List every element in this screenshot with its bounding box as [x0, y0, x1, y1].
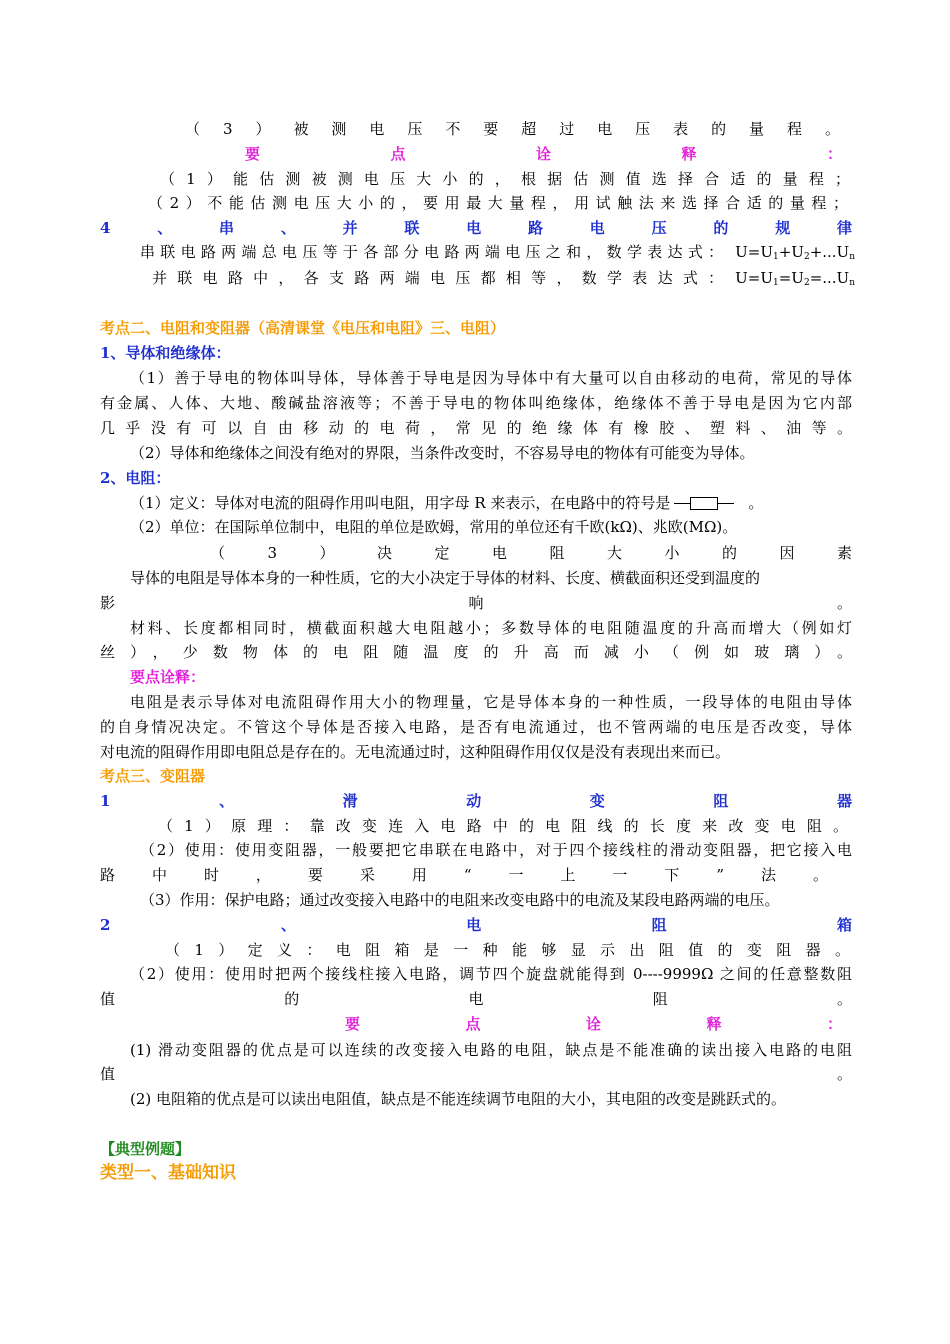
- kp2-title: 考点二、电阻和变阻器（高清课堂《电压和电阻》三、电阻）: [100, 319, 506, 337]
- kp2-p2: （2）导体和绝缘体之间没有绝对的界限，当条件改变时，不容易导电的物体有可能变为导体。: [130, 444, 755, 462]
- resistor-symbol-icon: [674, 497, 734, 511]
- rheostat-use-line1: （2）使用：使用变阻器，一般要把它串联在电路中，对于四个接线柱的滑动变阻器，把它接入电: [140, 841, 852, 859]
- series-text: 串联电路两端总电压等于各部分电路两端电压之和，数学表达式：: [140, 243, 724, 261]
- series-formula: $U=U_1+U_2+...U_n$: [735, 243, 855, 262]
- parallel-rule: [152, 266, 855, 290]
- kp2-p1-line1: （1）善于导电的物体叫导体，导体善于导电是因为导体中有大量可以自由移动的电荷，常见的导体: [130, 369, 852, 387]
- resistance-box-definition: （1）定义：电阻箱是一种能够显示出阻值的变阻器。: [165, 941, 850, 959]
- parallel-formula: $U=U_1=U_2=...U_n$: [735, 269, 855, 288]
- examples-title: 【典型例题】: [100, 1140, 191, 1158]
- resistance-box-use-line2: 值的电阻。: [100, 990, 852, 1008]
- series-rule: [140, 240, 855, 264]
- type1-title: 类型一、基础知识: [100, 1163, 236, 1183]
- section-4-title: 4、串、并联电路电压的规律: [100, 219, 852, 237]
- resistance-box-use-line1: （2）使用：使用时把两个接线柱接入电路，调节四个旋盘就能得到 0----9999Ω 之间的任意整数阻: [130, 965, 852, 983]
- note-title: 要点诠释：: [245, 145, 842, 163]
- kp3-note-title: 要点诠释：: [345, 1015, 842, 1033]
- kp3-note2: (2) 电阻箱的优点是可以读出电阻值，缺点是不能连续调节电阻的大小，其电阻的改变是跳跃式的。: [130, 1090, 787, 1108]
- kp2-note-line1: 电阻是表示导体对电流阻碍作用大小的物理量，它是导体本身的一种性质，一段导体的电阻由导体: [130, 693, 852, 711]
- rheostat-use-line2: 路中时，要采用“一上一下”法。: [100, 866, 828, 884]
- factors-line2: 影响。: [100, 594, 852, 612]
- definition-end: 。: [748, 494, 764, 512]
- kp3-note1-line1: (1) 滑动变阻器的优点是可以连续的改变接入电路的电阻，缺点是不能准确的读出接入电路的电阻: [130, 1041, 852, 1059]
- kp2-s1-title: 1、导体和绝缘体：: [100, 344, 231, 362]
- kp2-note-title: 要点诠释：: [130, 668, 206, 686]
- kp3-title: 考点三、变阻器: [100, 767, 206, 785]
- kp2-p1-line2: 有金属、人体、大地、酸碱盐溶液等；不善于导电的物体叫绝缘体，绝缘体不善于导电是因为它内部: [100, 394, 852, 412]
- rule3-text: （3）被测电压不要超过电压表的量程。: [185, 120, 840, 138]
- kp2-note-line2: 的自身情况决定。不管这个导体是否接入电路，是否有电流通过，也不管两端的电压是否改变，导体: [100, 718, 852, 736]
- resistance-unit: （2）单位：在国际单位制中，电阻的单位是欧姆，常用的单位还有千欧(kΩ)、兆欧(MΩ)。: [130, 518, 738, 536]
- kp3-note1-line2: 值。: [100, 1065, 852, 1083]
- factors-line4: 丝），少数物体的电阻随温度的升高而减小（例如玻璃）。: [100, 643, 852, 661]
- kp2-note-line3: 对电流的阻碍作用即电阻总是存在的。无电流通过时，这种阻碍作用仅仅是没有表现出来而已。: [100, 743, 731, 761]
- definition-text: （1）定义：导体对电流的阻碍作用叫电阻，用字母 R 来表示，在电路中的符号是: [130, 494, 671, 512]
- kp3-s1-title: 1、滑动变阻器: [100, 792, 852, 810]
- factors-line1: 导体的电阻是导体本身的一种性质，它的大小决定于导体的材料、长度、横截面积还受到温度的: [130, 569, 761, 587]
- parallel-text: 并联电路中，各支路两端电压都相等，数学表达式：: [152, 269, 724, 287]
- resistance-definition: [130, 491, 852, 515]
- kp3-s2-title: 2、电阻箱: [100, 916, 852, 934]
- factors-title: （3）决定电阻大小的因素: [210, 544, 852, 562]
- factors-line3: 材料、长度都相同时，横截面积越大电阻越小；多数导体的电阻随温度的升高而增大（例如灯: [130, 619, 852, 637]
- kp2-p1-line3: 几乎没有可以自由移动的电荷，常见的绝缘体有橡胶、塑料、油等。: [100, 419, 852, 437]
- note-1: （1）能估测被测电压大小的，根据估测值选择合适的量程；: [160, 170, 850, 188]
- rheostat-principle: （1）原理：靠改变连入电路中的电阻线的长度来改变电阻。: [158, 817, 848, 835]
- kp2-s2-title: 2、电阻：: [100, 469, 171, 487]
- rheostat-effect: （3）作用：保护电路；通过改变接入电路中的电阻来改变电路中的电流及某段电路两端的电压。: [140, 891, 780, 909]
- note-2: （2）不能估测电压大小的，要用最大量程，用试触法来选择合适的量程；: [148, 194, 848, 212]
